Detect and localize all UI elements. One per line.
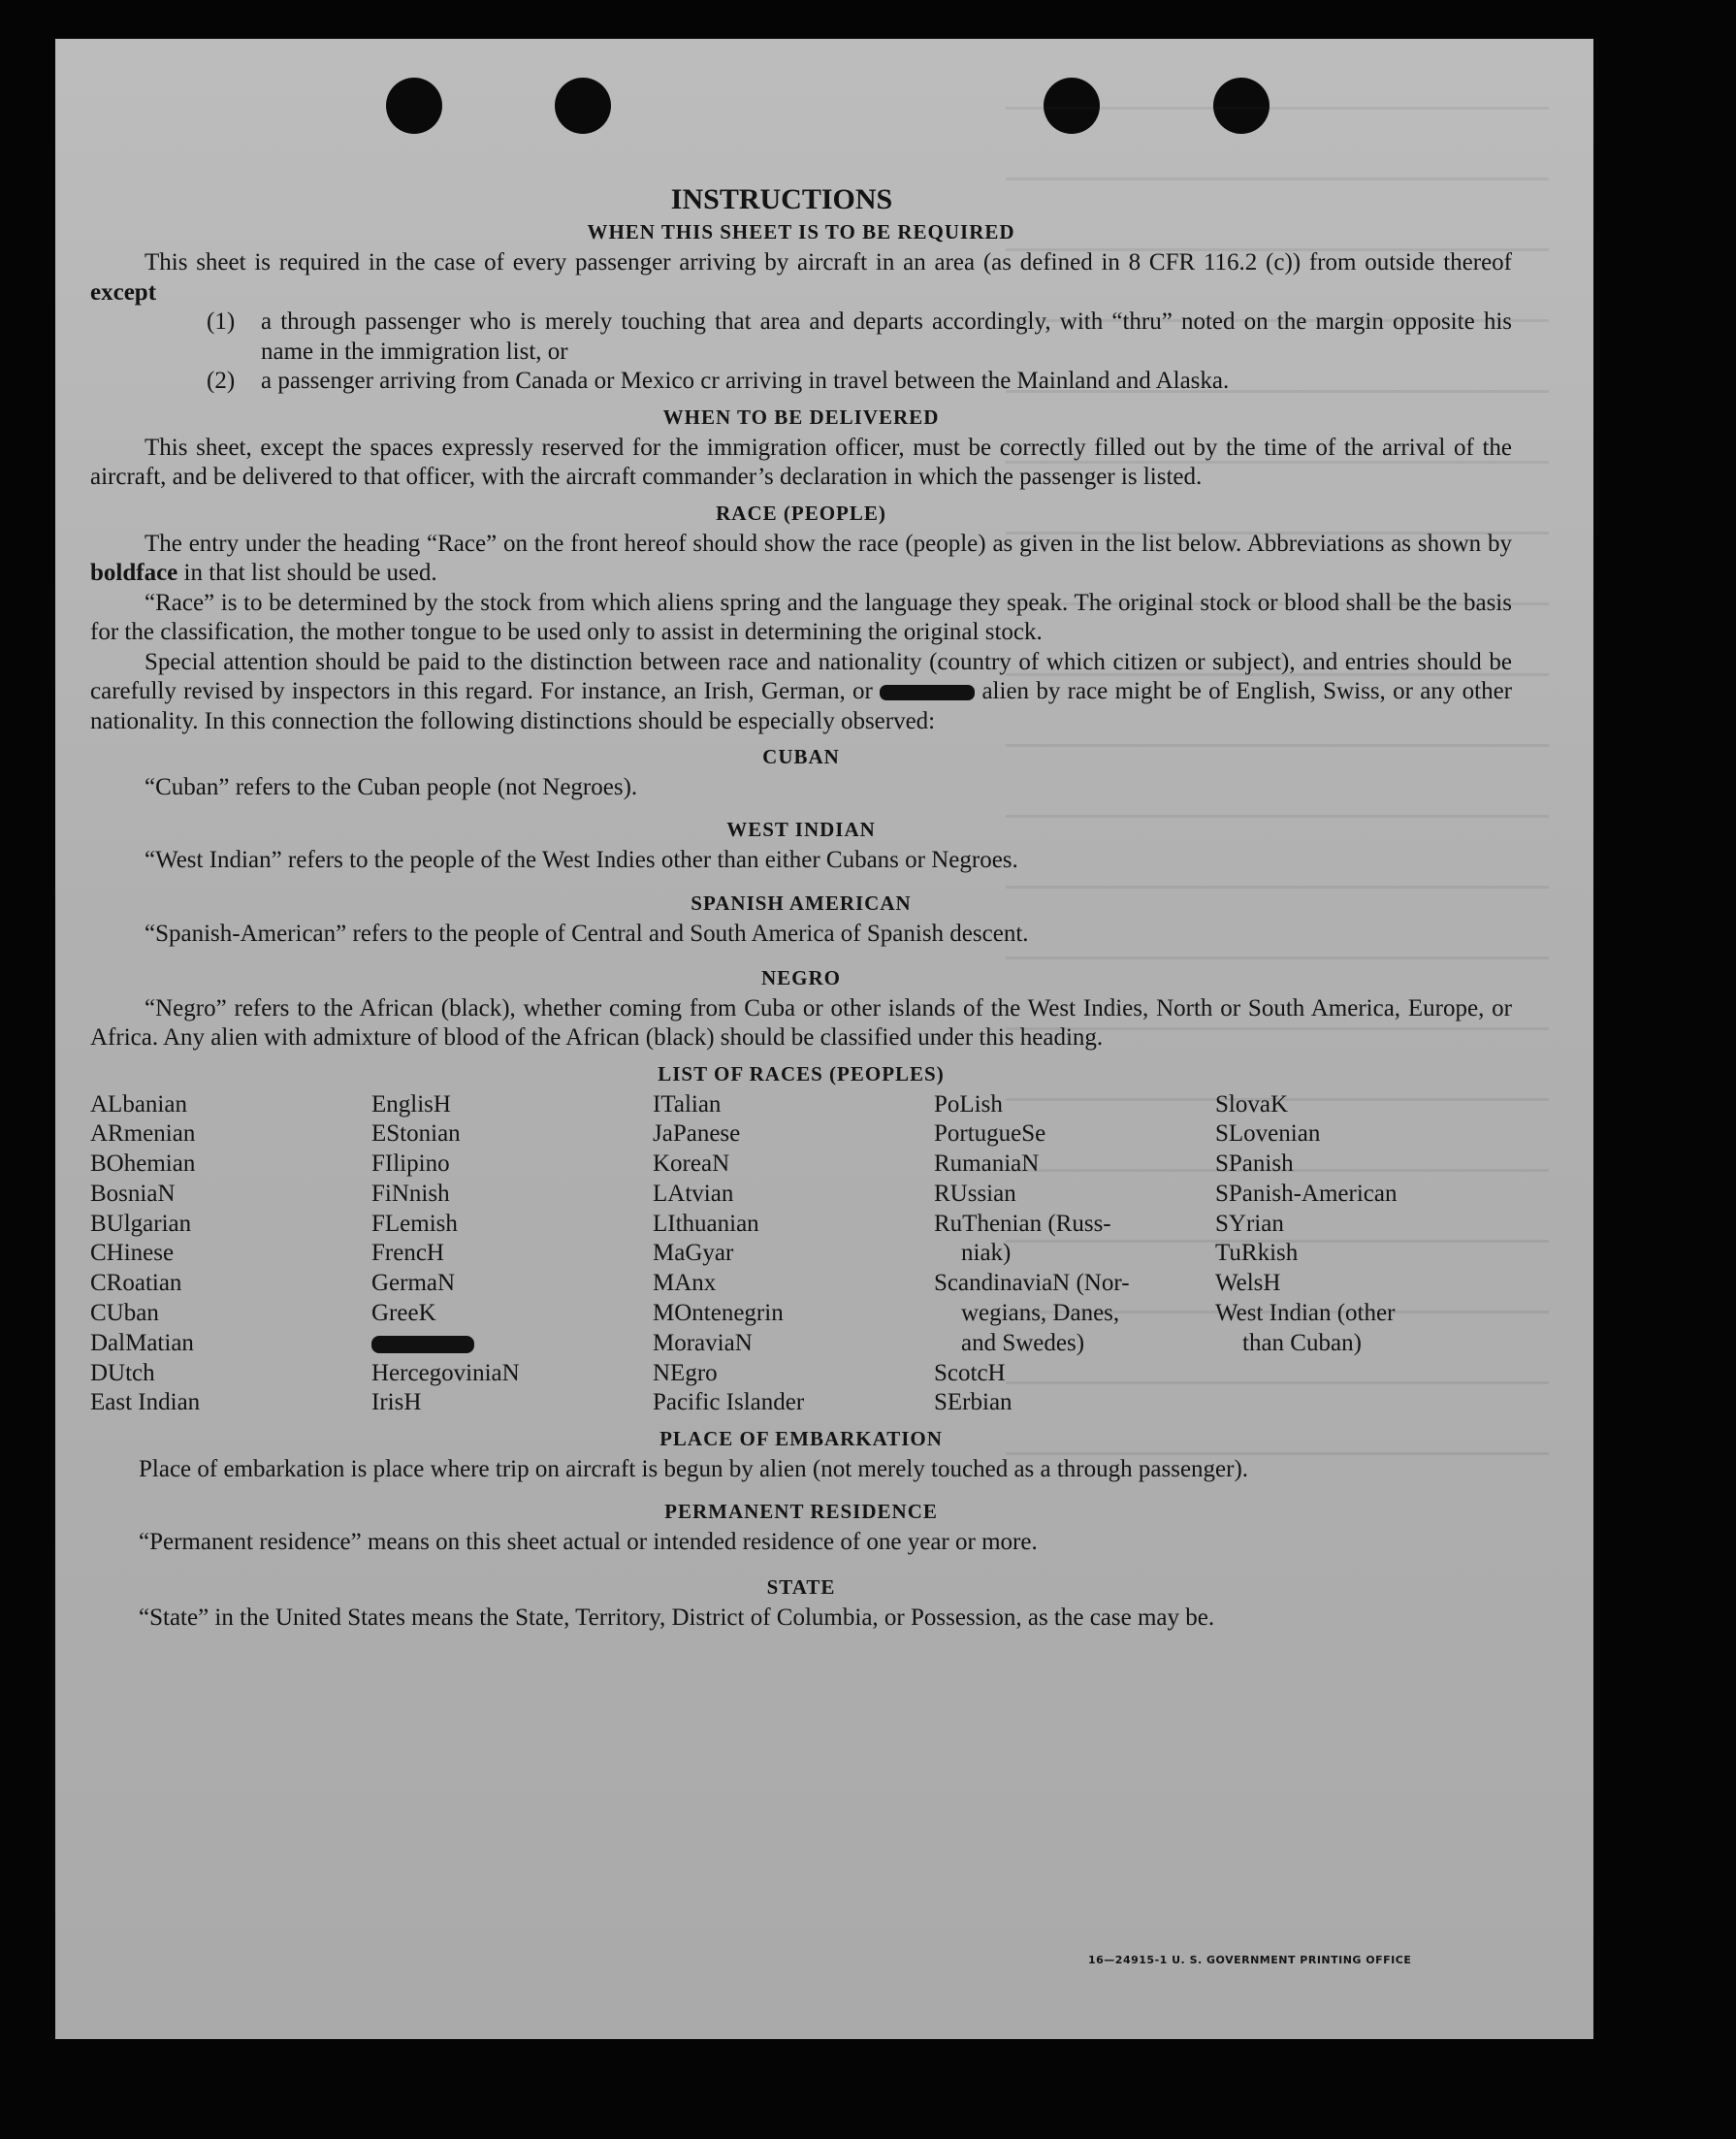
paragraph: This sheet, except the spaces expressly reserved for the immigration officer, must be correctly filled out by the time of the arrival of the aircraft, and be delivered to that officer, with the aircraft commander’s declaration in which the passenger is listed. — [90, 434, 1512, 490]
document-page — [55, 39, 1593, 2039]
paragraph: “West Indian” refers to the people of the West Indies other than either Cubans or Negroes. — [145, 846, 1018, 873]
race-entry: BosniaN — [90, 1180, 176, 1207]
list-item: (1) a through passenger who is merely touching that area and departs accordingly, with “thru” noted on the margin opposite his name in the immigration list, or — [207, 308, 1512, 365]
race-entry: PoLish — [934, 1090, 1003, 1118]
race-entry: FLemish — [371, 1210, 458, 1237]
race-entry: ITalian — [653, 1090, 722, 1118]
race-entry-continued: than Cuban) — [1242, 1329, 1362, 1356]
paragraph: “State” in the United States means the State, Territory, District of Columbia, or Possession, as the case may be. — [139, 1604, 1215, 1632]
races-column — [371, 1090, 653, 1419]
race-entry: FIlipino — [371, 1151, 450, 1178]
heading-negro: NEGRO — [760, 965, 841, 989]
race-entry: KoreaN — [653, 1151, 730, 1178]
race-entry: PortugueSe — [934, 1120, 1046, 1148]
page-title: INSTRUCTIONS — [670, 183, 893, 215]
race-entry: TuRkish — [1215, 1240, 1299, 1267]
bold-term: except — [90, 278, 157, 306]
race-entry: CHinese — [90, 1240, 175, 1267]
heading-race: RACE (PEOPLE) — [716, 501, 886, 525]
heading-when-required: WHEN THIS SHEET IS TO BE REQUIRED — [587, 220, 1015, 243]
race-entry: DalMatian — [90, 1329, 194, 1356]
race-entry: LIthuanian — [653, 1210, 759, 1237]
paragraph: “Cuban” refers to the Cuban people (not Negroes). — [145, 774, 638, 800]
race-entry-continued: wegians, Danes, — [961, 1300, 1120, 1327]
race-entry: SlovaK — [1215, 1090, 1288, 1118]
races-column — [1215, 1090, 1512, 1419]
race-entry: MoraviaN — [653, 1329, 753, 1356]
races-column — [90, 1090, 371, 1419]
race-entry: SPanish — [1215, 1151, 1294, 1178]
paragraph: The entry under the heading “Race” on the front hereof should show the race (people) as given in the list below. Abbreviations as shown by boldface in that list should be used. — [90, 530, 1512, 586]
races-column — [934, 1090, 1215, 1419]
race-entry: HercegoviniaN — [371, 1359, 520, 1386]
race-entry: EnglisH — [371, 1090, 451, 1118]
race-entry: CUban — [90, 1300, 159, 1327]
race-entry: Pacific Islander — [653, 1389, 805, 1416]
race-entry: SErbian — [934, 1389, 1013, 1416]
race-entry: ARmenian — [90, 1120, 196, 1148]
heading-cuban: CUBAN — [762, 745, 840, 768]
heading-when-delivered: WHEN TO BE DELIVERED — [662, 405, 940, 429]
race-entry: RUssian — [934, 1180, 1016, 1207]
race-entry: IrisH — [371, 1389, 422, 1416]
race-entry: MAnx — [653, 1270, 717, 1297]
paragraph: “Permanent residence” means on this sheet actual or intended residence of one year or more. — [139, 1528, 1038, 1555]
heading-place-of-embarkation: PLACE OF EMBARKATION — [659, 1427, 943, 1451]
race-entry: JaPanese — [653, 1120, 741, 1148]
list-item: (2) a passenger arriving from Canada or Mexico cr arriving in travel between the Mainland and Alaska. — [207, 368, 1230, 394]
race-entry: MaGyar — [653, 1240, 734, 1267]
race-entry: FrencH — [371, 1240, 444, 1267]
race-entry: ScotcH — [934, 1359, 1006, 1386]
redaction-mark — [880, 685, 975, 700]
paragraph: “Race” is to be determined by the stock from which aliens spring and the language they speak. The original stock or blood shall be the basis for the classification, the mother tongue to be used only to assist in determining the original stock. — [90, 589, 1512, 645]
punch-hole — [386, 78, 442, 134]
races-column — [653, 1090, 934, 1419]
race-entry: RuThenian (Russ- — [934, 1210, 1111, 1237]
redaction-mark — [371, 1336, 474, 1353]
punch-hole — [555, 78, 611, 134]
race-entry: West Indian (other — [1215, 1300, 1396, 1327]
race-entry-continued: and Swedes) — [961, 1329, 1085, 1356]
document-content — [90, 182, 1512, 1634]
punch-hole — [1213, 78, 1270, 134]
race-entry: DUtch — [90, 1359, 155, 1386]
race-entry: CRoatian — [90, 1270, 182, 1297]
redacted-entry — [371, 1329, 653, 1359]
race-entry: East Indian — [90, 1389, 201, 1416]
paragraph: Place of embarkation is place where trip on aircraft is begun by alien (not merely touched as a through passenger). — [139, 1456, 1249, 1483]
race-entry: FiNnish — [371, 1180, 450, 1207]
race-entry: BUlgarian — [90, 1210, 192, 1237]
race-entry: GreeK — [371, 1300, 436, 1327]
punch-hole — [1044, 78, 1100, 134]
race-entry: SLovenian — [1215, 1120, 1321, 1148]
paragraph: “Negro” refers to the African (black), whether coming from Cuba or other islands of the West Indies, North or South America, Europe, or Africa. Any alien with admixture of blood of the African (black) should be classified under this heading. — [90, 994, 1512, 1051]
race-entry: RumaniaN — [934, 1151, 1040, 1178]
races-table — [90, 1090, 1512, 1419]
race-entry: NEgro — [653, 1359, 718, 1386]
race-entry: EStonian — [371, 1120, 461, 1148]
paragraph: “Spanish-American” refers to the people of Central and South America of Spanish descent. — [145, 921, 1029, 947]
race-entry: ALbanian — [90, 1090, 187, 1118]
race-entry: SYrian — [1215, 1210, 1284, 1237]
heading-list-of-races: LIST OF RACES (PEOPLES) — [658, 1061, 945, 1086]
printer-imprint: 16—24915-1 U. S. GOVERNMENT PRINTING OFFICE — [1088, 1954, 1412, 1966]
race-entry: WelsH — [1215, 1270, 1281, 1297]
race-entry: ScandinaviaN (Nor- — [934, 1270, 1130, 1297]
race-entry: SPanish-American — [1215, 1180, 1398, 1207]
race-entry: GermaN — [371, 1270, 456, 1297]
heading-spanish-american: SPANISH AMERICAN — [691, 891, 912, 915]
race-entry-continued: niak) — [961, 1240, 1012, 1267]
heading-state: STATE — [766, 1575, 836, 1600]
heading-permanent-residence: PERMANENT RESIDENCE — [664, 1499, 938, 1523]
race-entry: BOhemian — [90, 1151, 196, 1178]
paragraph: This sheet is required in the case of every passenger arriving by aircraft in an area (as defined in 8 CFR 116.2 (c)) from outside thereof except — [90, 249, 1512, 306]
heading-west-indian: WEST INDIAN — [726, 817, 876, 841]
paragraph: Special attention should be paid to the distinction between race and nationality (country of which citizen or subject), and entries should be carefully revised by inspectors in this regard. For instance, an Irish, German, or alien by race might be of English, Swiss, or any other nationality. In this connection the following distinctions should be especially observed: — [90, 648, 1512, 734]
race-entry: MOntenegrin — [653, 1300, 784, 1327]
race-entry: LAtvian — [653, 1180, 734, 1207]
